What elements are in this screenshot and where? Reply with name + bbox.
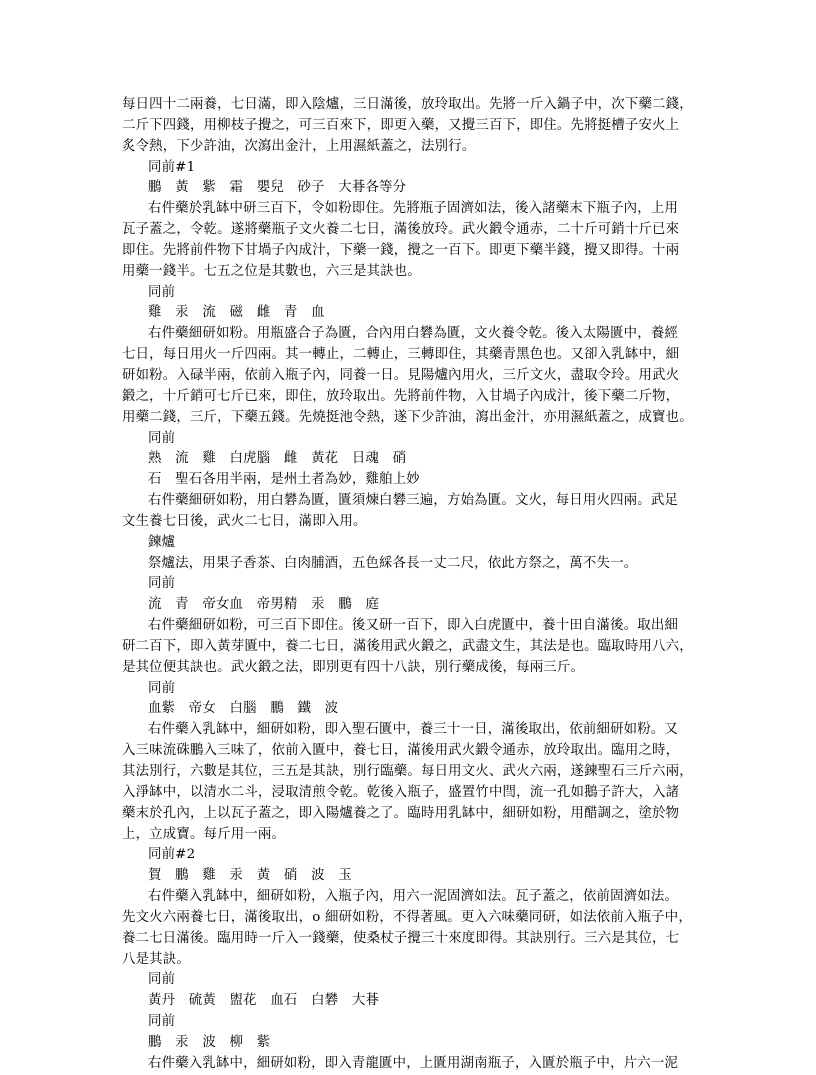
text-line: 同前 bbox=[148, 430, 176, 446]
text-line: 上，立成寶。每斤用一兩。 bbox=[122, 826, 286, 842]
text-line: 藥末於孔內，上以瓦子蓋之，即入陽爐養之了。臨時用乳缽中，細研如粉，用醋調之，塗於物 bbox=[122, 805, 680, 821]
text-line: 其法別行，六數是其位，三五是其訣，別行臨藥。每日用文火、武火六兩，遂鍊聖石三斤六兩， bbox=[122, 764, 693, 779]
text-line: 右件藥細研如粉，可三百下即住。後又研一百下，即入白虎匱中，養十田自滿後。取出細 bbox=[148, 618, 679, 634]
text-line: 流 青 帝女血 帝男精 汞 鵬 庭 bbox=[148, 597, 380, 613]
text-line: 養二七日滿後。臨用時一斤入一錢藥，使桑杖子攪三十來度即得。其訣別行。三六是其位，七 bbox=[122, 930, 680, 946]
text-line: 祭爐法，用果子香茶、白肉脯酒，五色綵各長一丈二尺，依此方祭之，萬不失一。 bbox=[148, 555, 638, 571]
text-line: 入淨缽中，以清水二斗，浸取清煎令乾。乾後入瓶子，盛置竹中閆，流一孔如鵝子許大，入諸 bbox=[122, 784, 680, 800]
text-line: 同前#1 bbox=[148, 159, 196, 175]
text-line: 右件藥入乳缽中，細研如粉，入瓶子內，用六一泥固濟如法。瓦子蓋之，依前固濟如法。 bbox=[148, 889, 679, 905]
text-line: 七日，每日用火一斤四兩。其一轉止，二轉止，三轉即住，其藥青黑色也。又卻入乳缽中，細 bbox=[122, 347, 680, 363]
text-line: 研如粉。入碌半兩，依前入瓶子內，同養一日。見陽爐內用火，三斤文火，盡取令玲。用武火 bbox=[122, 367, 680, 383]
text-line: 同前 bbox=[148, 680, 176, 696]
text-line: 即住。先將前件物下甘堝子內成汁，下藥一錢，攪之一百下。即更下藥半錢，攪又即得。十兩 bbox=[122, 242, 680, 258]
text-line: 右件藥細研如粉。用瓶盛合子為匱，合內用白礬為匱，文火養令乾。後入太陽匱中，養經 bbox=[148, 326, 679, 342]
text-line: 鍊爐 bbox=[148, 534, 176, 550]
text-line: 研二百下，即入黃芽匱中，養二七日，滿後用武火鍛之，武盡文生，其法是也。臨取時用八六， bbox=[122, 638, 693, 654]
document-body bbox=[122, 95, 700, 1075]
text-line: 右件藥於乳缽中研三百下，令如粉即住。先將瓶子固濟如法，後入諸藥末下瓶子內，上用 bbox=[148, 201, 679, 217]
text-line: 用藥一錢半。七五之位是其數也，六三是其訣也。 bbox=[122, 263, 421, 279]
text-line: 鍛之，十斤銷可七斤已來，即住，放玲取出。先將前件物，入甘堝子內成汁，後下藥二斤物， bbox=[122, 388, 680, 404]
text-line: 右件藥入乳缽中，細研如粉，即入聖石匱中，養三十一日，滿後取出，依前細研如粉。又 bbox=[148, 722, 679, 738]
text-line: 二斤下四錢，用柳枝子攪之，可三百來下，即更入藥，又攪三百下，即住。先將挺槽子安火上 bbox=[122, 117, 680, 133]
text-line: 入三味流硃鵬入三味了，依前入匱中，養七日，滿後用武火鍛令通赤，放玲取出。臨用之時， bbox=[122, 743, 680, 759]
text-line: 血紫 帝女 白腦 鵬 鐵 波 bbox=[148, 701, 339, 717]
text-line: 每日四十二兩養，七日滿，即入陰爐，三日滿後，放玲取出。先將一斤入鍋子中，次下藥二錢， bbox=[122, 97, 693, 112]
text-line: 石 聖石各用半兩，是州土者為妙，雞舶上妙 bbox=[148, 472, 420, 488]
text-line: 賀 鵬 雞 汞 黃 硝 波 玉 bbox=[148, 868, 352, 884]
text-line: 雞 汞 流 磁 雌 青 血 bbox=[148, 305, 325, 321]
text-line: 用藥二錢，三斤，下藥五錢。先燒挺池令熱，遂下少許油，瀉出金汁，亦用濕紙蓋之，成寶也。 bbox=[122, 409, 693, 425]
text-line: 文生養七日後，武火二七日，滿即入用。 bbox=[122, 513, 367, 529]
text-line: 同前 bbox=[148, 972, 176, 988]
text-line: 右件藥入乳缽中，細研如粉，即入青龍匱中，上匱用湖南瓶子，入匱於瓶子中，片六一泥 bbox=[148, 1055, 679, 1071]
text-line: 同前 bbox=[148, 284, 176, 300]
text-line: 同前 bbox=[148, 1014, 176, 1030]
text-line: 鵬 汞 波 柳 紫 bbox=[148, 1034, 271, 1050]
text-line: 鵬 黃 紫 霜 嬰兒 砂子 大朞各等分 bbox=[148, 180, 407, 196]
text-line: 瓦子蓋之，令乾。遂將藥瓶子文火養二七日，滿後放玲。武火鍛令通赤，二十斤可銷十斤已來 bbox=[122, 222, 680, 238]
text-line: 同前 bbox=[148, 576, 176, 592]
text-line: 熟 流 雞 白虎腦 雌 黃花 日魂 硝 bbox=[148, 451, 407, 467]
text-line: 同前#2 bbox=[148, 847, 196, 863]
text-line: 八是其訣。 bbox=[122, 951, 190, 967]
text-line: 先文火六兩養七日，滿後取出，o 細研如粉，不得著風。更入六味藥同研，如法依前入瓶子中， bbox=[122, 909, 692, 925]
text-line: 炙令熱，下少許油，次瀉出金汁，上用濕紙蓋之，法別行。 bbox=[122, 138, 476, 154]
text-line: 黃丹 硫黃 盥花 血石 白礬 大朞 bbox=[148, 993, 380, 1009]
text-line: 是其位便其訣也。武火鍛之法，即別更有四十八訣，別行藥成後，每兩三斤。 bbox=[122, 659, 585, 675]
text-line: 右件藥細研如粉，用白礬為匱，匱須煉白礬三遍，方始為匱。文火，每日用火四兩。武足 bbox=[148, 493, 679, 509]
